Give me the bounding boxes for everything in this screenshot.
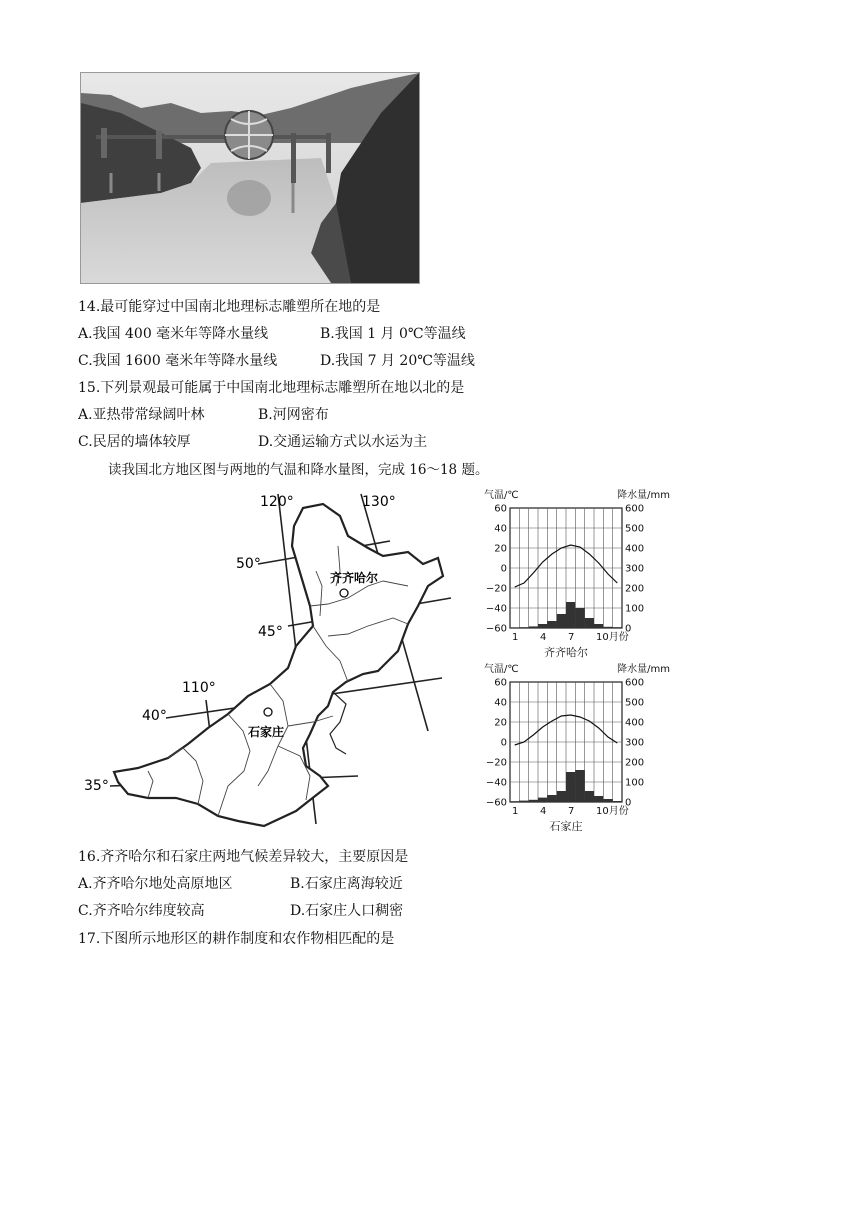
temp-tick-0-3: 0: [500, 563, 507, 575]
month-tick-0-2: 7: [568, 632, 575, 643]
temp-tick-1-1: 40: [494, 697, 507, 709]
precip-tick-1-5: 100: [625, 777, 645, 789]
north-china-map: [78, 486, 458, 830]
month-tick-0-3: 10月份: [596, 632, 629, 643]
qiqihar-label: 齐齐哈尔: [330, 571, 379, 585]
precip-bar-1-11: [603, 799, 612, 802]
temp-axis-title-0: 气温/℃: [484, 490, 519, 501]
precip-axis-title-1: 降水量/mm: [617, 664, 670, 675]
precip-bar-0-11: [603, 627, 612, 628]
temp-axis-title-1: 气温/℃: [484, 664, 519, 675]
month-tick-1-2: 7: [568, 806, 575, 817]
precip-bar-0-9: [585, 618, 594, 628]
precip-bar-1-9: [585, 791, 594, 802]
q14-option-c: C.我国 1600 毫米年等降水量线: [78, 353, 278, 369]
precip-tick-0-2: 400: [625, 543, 645, 555]
month-tick-1-0: 1: [512, 806, 519, 817]
precip-bar-0-1: [510, 627, 519, 628]
month-tick-1-1: 4: [540, 806, 547, 817]
temp-tick-1-4: −20: [485, 757, 507, 769]
sculpture-photo: [80, 72, 420, 284]
lat-50-label: 50°: [236, 556, 261, 572]
q14-option-a: A.我国 400 毫米年等降水量线: [78, 326, 269, 342]
temp-tick-1-0: 60: [494, 677, 507, 689]
precip-axis-title-0: 降水量/mm: [617, 490, 670, 501]
station-name-1: 石家庄: [549, 820, 583, 831]
temp-tick-0-1: 40: [494, 523, 507, 535]
q14-option-b: B.我国 1 月 0℃等温线: [320, 326, 466, 342]
precip-bar-0-7: [566, 602, 575, 628]
precip-bar-1-1: [510, 801, 519, 802]
precip-tick-1-1: 500: [625, 697, 645, 709]
lon-110-label: 110°: [182, 680, 216, 696]
precip-bar-0-12: [613, 627, 622, 628]
precip-bar-1-4: [538, 798, 547, 802]
precip-tick-0-0: 600: [625, 503, 645, 515]
precip-tick-1-4: 200: [625, 757, 645, 769]
precip-tick-0-6: 0: [625, 623, 632, 635]
precip-tick-0-4: 200: [625, 583, 645, 595]
temp-tick-0-4: −20: [485, 583, 507, 595]
month-tick-0-0: 1: [512, 632, 519, 643]
q17-stem: 17.下图所示地形区的耕作制度和农作物相匹配的是: [78, 931, 395, 947]
temp-tick-0-2: 20: [494, 543, 507, 555]
precip-bar-0-6: [557, 614, 566, 628]
q15-option-d: D.交通运输方式以水运为主: [258, 434, 428, 450]
precip-tick-0-5: 100: [625, 603, 645, 615]
month-tick-0-1: 4: [540, 632, 547, 643]
station-name-0: 齐齐哈尔: [544, 646, 588, 659]
q14-stem: 14.最可能穿过中国南北地理标志雕塑所在地的是: [78, 299, 381, 315]
precip-bar-0-4: [538, 624, 547, 628]
precip-bar-0-3: [529, 626, 538, 628]
month-tick-1-3: 10月份: [596, 806, 629, 817]
q16-option-c: C.齐齐哈尔纬度较高: [78, 903, 205, 919]
lat-40-label: 40°: [142, 708, 167, 724]
precip-tick-0-3: 300: [625, 563, 645, 575]
intro-text: 读我国北方地区图与两地的气温和降水量图，完成 16～18 题。: [108, 462, 489, 478]
q15-option-b: B.河网密布: [258, 407, 329, 423]
lon-120-label: 120°: [260, 494, 294, 510]
precip-tick-1-2: 400: [625, 717, 645, 729]
q16-option-d: D.石家庄人口稠密: [290, 903, 404, 919]
q15-stem: 15.下列景观最可能属于中国南北地理标志雕塑所在地以北的是: [78, 380, 465, 396]
q16-option-b: B.石家庄离海较近: [290, 876, 403, 892]
precip-bar-1-3: [529, 800, 538, 802]
temp-tick-0-0: 60: [494, 503, 507, 515]
precip-bar-1-12: [613, 801, 622, 802]
precip-bar-0-5: [547, 621, 556, 628]
precip-bar-0-2: [519, 627, 528, 628]
precip-bar-1-10: [594, 796, 603, 802]
q16-option-a: A.齐齐哈尔地处高原地区: [78, 876, 233, 892]
precip-bar-0-10: [594, 624, 603, 628]
q16-stem: 16.齐齐哈尔和石家庄两地气候差异较大，主要原因是: [78, 849, 409, 865]
shijiazhuang-marker: [264, 708, 272, 716]
temp-tick-0-6: −60: [485, 623, 507, 635]
shijiazhuang-label: 石家庄: [248, 725, 285, 739]
temp-tick-0-5: −40: [485, 603, 507, 615]
precip-tick-1-6: 0: [625, 797, 632, 809]
temp-tick-1-5: −40: [485, 777, 507, 789]
lat-45-label: 45°: [258, 624, 283, 640]
precip-bar-0-8: [575, 608, 584, 628]
q15-option-a: A.亚热带常绿阔叶林: [78, 407, 205, 423]
precip-tick-0-1: 500: [625, 523, 645, 535]
precip-bar-1-5: [547, 795, 556, 802]
precip-tick-1-3: 300: [625, 737, 645, 749]
precip-tick-1-0: 600: [625, 677, 645, 689]
precip-bar-1-7: [566, 772, 575, 802]
lat-35-label: 35°: [84, 778, 109, 794]
climate-charts: [482, 486, 672, 831]
precip-bar-1-8: [575, 770, 584, 802]
q14-option-d: D.我国 7 月 20℃等温线: [320, 353, 475, 369]
q15-option-c: C.民居的墙体较厚: [78, 434, 191, 450]
temp-tick-1-2: 20: [494, 717, 507, 729]
qiqihar-marker: [340, 589, 348, 597]
temp-tick-1-3: 0: [500, 737, 507, 749]
lon-130-label: 130°: [362, 494, 396, 510]
precip-bar-1-6: [557, 791, 566, 802]
temp-tick-1-6: −60: [485, 797, 507, 809]
precip-bar-1-2: [519, 801, 528, 802]
